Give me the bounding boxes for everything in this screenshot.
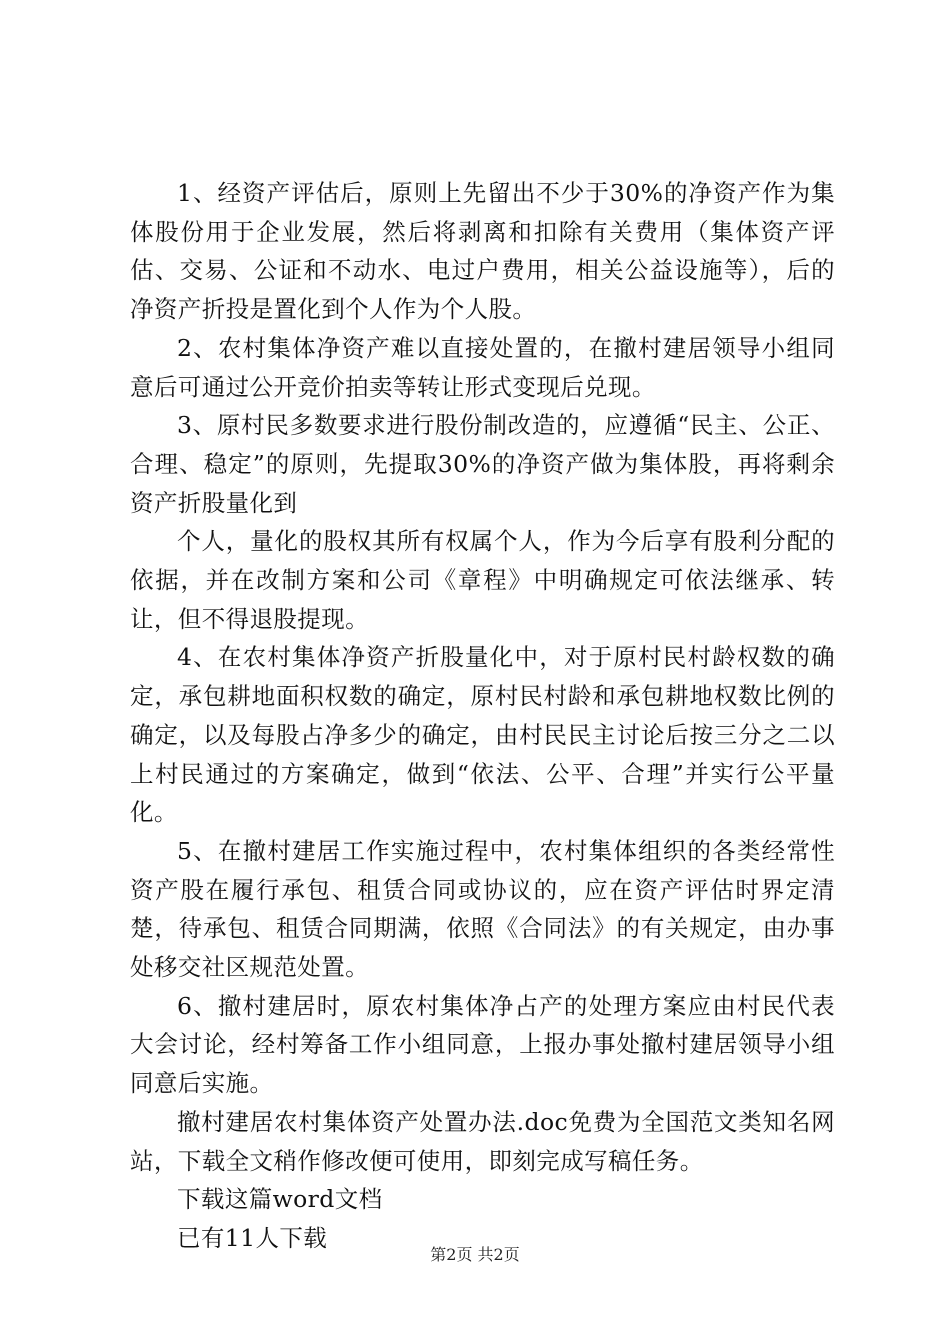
download-link[interactable]: 下载这篇word文档 (177, 1185, 383, 1214)
paragraph-6: 6、撤村建居时，原农村集体净占产的处理方案应由村民代表大会讨论，经村筹备工作小组同意，上报办事处撤村建居领导小组同意后实施。 (130, 991, 835, 1098)
paragraph-4: 4、在农村集体净资产折股量化中，对于原村民村龄权数的确定，承包耕地面积权数的确定，原村民村龄和承包耕地权数比例的确定，以及每股占净多少的确定，由村民民主讨论后按三分之二以上村民通过的方案确定，做到“依法、公平、合理”并实行公平量化。 (130, 643, 835, 827)
paragraph-3: 3、原村民多数要求进行股份制改造的，应遵循“民主、公正、合理、稳定”的原则，先提取30%的净资产做为集体股，再将剩余资产折股量化到 (130, 411, 835, 517)
site-promo-text: 撤村建居农村集体资产处置办法.doc免费为全国范文类知名网站，下载全文稍作修改便可使用，即刻完成写稿任务。 (130, 1107, 835, 1175)
paragraph-5: 5、在撤村建居工作实施过程中，农村集体组织的各类经常性资产股在履行承包、租赁合同或协议的，应在资产评估时界定清楚，待承包、租赁合同期满，依照《合同法》的有关规定，由办事处移交社区规范处置。 (130, 836, 835, 982)
download-count: 已有11人下载 (177, 1223, 328, 1252)
paragraph-1: 1、经资产评估后，原则上先留出不少于30%的净资产作为集体股份用于企业发展，然后将剥离和扣除有关费用（集体资产评估、交易、公证和不动水、电过户费用，相关公益设施等），后的净资产折投是置化到个人作为个人股。 (130, 179, 835, 324)
document-body (130, 174, 835, 1258)
page-number: 第2页 共2页 (430, 1245, 520, 1264)
paragraph-2: 2、农村集体净资产难以直接处置的，在撤村建居领导小组同意后可通过公开竞价拍卖等转让形式变现后兑现。 (130, 333, 835, 401)
paragraph-3-continued: 个人，量化的股权其所有权属个人，作为今后享有股利分配的依据，并在改制方案和公司《章程》中明确规定可依法继承、转让，但不得退股提现。 (130, 527, 835, 633)
